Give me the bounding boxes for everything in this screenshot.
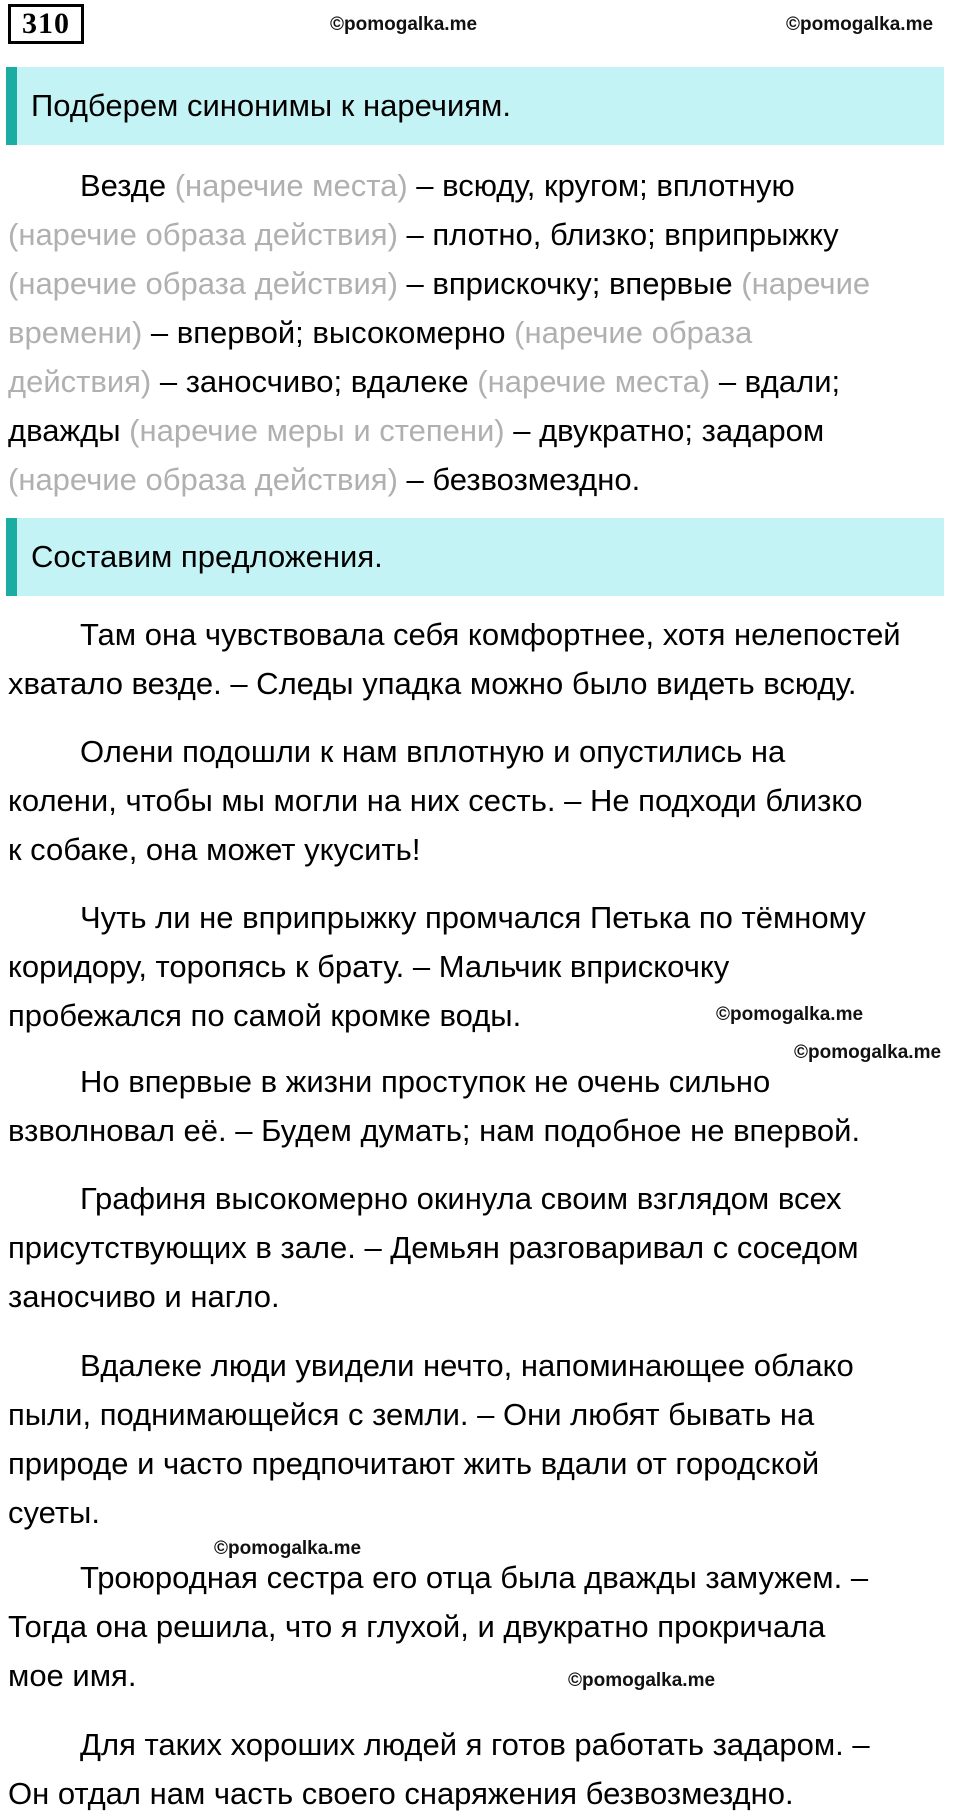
text-line: заносчиво и нагло. (8, 1279, 280, 1314)
text-line: Для таких хороших людей я готов работать задаром. – (80, 1727, 870, 1762)
watermark: ©pomogalka.me (716, 1004, 864, 1025)
text-segment: дважды (8, 413, 130, 448)
text-segment: – всюду, кругом; вплотную (407, 168, 795, 203)
sentence-paragraph (8, 1720, 960, 1818)
text-line: Олени подошли к нам вплотную и опустились на (80, 734, 786, 769)
text-line: Троюродная сестра его отца была дважды замужем. – (80, 1560, 869, 1595)
annotation: (наречие места) (174, 168, 408, 203)
text-line: природе и часто предпочитают жить вдали от городской (8, 1446, 820, 1481)
annotation: (наречие места) (477, 364, 711, 399)
text-segment: – вприскочку; впервые (397, 266, 742, 301)
text-segment: – плотно, близко; вприпрыжку (397, 217, 839, 252)
annotation: (наречие образа действия) (8, 462, 398, 497)
text-line: Тогда она решила, что я глухой, и двукратно прокричала (8, 1609, 826, 1644)
text-line: хватало везде. – Следы упадка можно было видеть всюду. (8, 666, 857, 701)
sentence-paragraph (8, 1057, 960, 1155)
text-line: мое имя. (8, 1658, 137, 1693)
text-line: колени, чтобы мы могли на них сесть. – Не подходи близко (8, 783, 863, 818)
sentence-paragraph (8, 1341, 960, 1537)
text-segment: – двукратно; задаром (504, 413, 825, 448)
text-segment: – вдали; (710, 364, 841, 399)
watermark: ©pomogalka.me (794, 1042, 942, 1063)
sentence-paragraph (8, 610, 960, 708)
section-title: Составим предложения. (31, 539, 383, 574)
watermark: ©pomogalka.me (330, 14, 478, 35)
annotation: (наречие образа действия) (8, 266, 398, 301)
text-line: суеты. (8, 1495, 100, 1530)
text-line: Вдалеке люди увидели нечто, напоминающее облако (80, 1348, 854, 1383)
text-line: Графиня высокомерно окинула своим взглядом всех (80, 1181, 842, 1216)
text-segment: Везде (80, 168, 175, 203)
section-banner-synonyms (6, 67, 944, 145)
sentence-paragraph (8, 1174, 960, 1321)
text-line: пробежался по самой кромке воды. (8, 998, 522, 1033)
sentence-paragraph (8, 727, 960, 874)
text-line: Там она чувствовала себя комфортнее, хотя нелепостей (80, 617, 901, 652)
text-line: к собаке, она может укусить! (8, 832, 421, 867)
text-segment: – безвозмездно. (397, 462, 641, 497)
text-line: Чуть ли не вприпрыжку промчался Петька по тёмному (80, 900, 866, 935)
text-line: коридору, торопясь к брату. – Мальчик вприскочку (8, 949, 730, 984)
annotation: времени) (8, 315, 143, 350)
watermark: ©pomogalka.me (214, 1538, 362, 1559)
watermark: ©pomogalka.me (786, 14, 934, 35)
annotation: (наречие (741, 266, 871, 301)
text-line: взволновал её. – Будем думать; нам подобное не впервой. (8, 1113, 861, 1148)
section-title: Подберем синонимы к наречиям. (31, 88, 511, 123)
annotation: (наречие образа действия) (8, 217, 398, 252)
sentence-paragraph (8, 1553, 960, 1700)
text-line: Но впервые в жизни проступок не очень сильно (80, 1064, 771, 1099)
text-segment: – впервой; высокомерно (142, 315, 515, 350)
annotation: действия) (8, 364, 152, 399)
task-number: 310 (8, 4, 84, 44)
text-line: пыли, поднимающейся с земли. – Они любят бывать на (8, 1397, 815, 1432)
text-segment: – заносчиво; вдалеке (151, 364, 478, 399)
annotation: (наречие меры и степени) (129, 413, 505, 448)
synonyms-text (8, 161, 960, 504)
text-line: присутствующих в зале. – Демьян разговаривал с соседом (8, 1230, 859, 1265)
watermark: ©pomogalka.me (568, 1670, 716, 1691)
text-line: Он отдал нам часть своего снаряжения безвозмездно. (8, 1776, 794, 1811)
annotation: (наречие образа (514, 315, 753, 350)
section-banner-sentences (6, 518, 944, 596)
